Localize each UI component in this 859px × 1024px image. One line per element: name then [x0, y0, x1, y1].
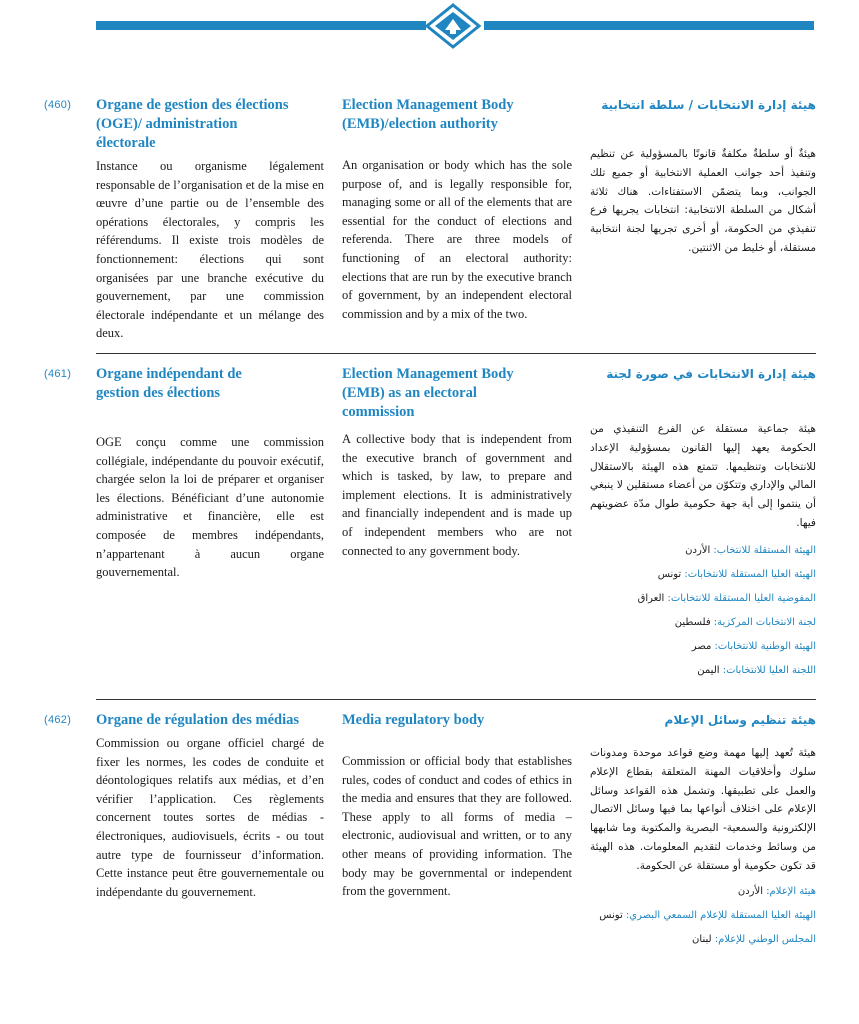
- list-item: الهيئة الوطنية للانتخابات: مصر: [691, 640, 816, 652]
- english-definition: Commission or official body that establishes rules, codes of conduct and codes of ethics in the media and ensures that they are followed. These apply to all forms of media – electronic, audiovisual and written, or to any other means of providing information. The body may be governmental or independent from the government.: [342, 754, 572, 899]
- arabic-examples-list: [590, 539, 816, 683]
- english-column: [342, 365, 572, 560]
- list-item: المجلس الوطني للإعلام: لبنان: [692, 933, 816, 945]
- arabic-definition: هيئة جماعية مستقلة عن الفرع التنفيذي من الحكومة يعهد إليها القانون بمسؤولية الإعداد للانتخابات وتنظيمها. تتمتع هذه الهيئة بالاستقلال المالي والإداري وتتكوّن من أعضاء مستقلين لا ينبغي أن ينتموا إلى أية جهة حكومية طوال مدّة عضويتهم فيها.: [590, 423, 816, 529]
- french-column: [96, 711, 324, 901]
- emblem-icon: [423, 3, 483, 49]
- arabic-heading: هيئة تنظيم وسائل الإعلام: [664, 713, 816, 727]
- header-bar-right: [484, 21, 814, 30]
- list-item: الهيئة المستقلة للانتخاب: الأردن: [685, 544, 816, 556]
- list-item: هيئة الإعلام: الأردن: [737, 885, 816, 897]
- list-item: المفوضية العليا المستقلة للانتخابات: العراق: [637, 592, 816, 604]
- arabic-heading: هيئة إدارة الانتخابات في صورة لجنة: [606, 367, 816, 381]
- list-item: اللجنة العليا للانتخابات: اليمن: [697, 664, 816, 676]
- english-heading: Media regulatory body: [342, 712, 485, 728]
- arabic-column: [590, 96, 816, 258]
- list-item: الهيئة العليا المستقلة للإعلام السمعي البصري: تونس: [599, 909, 816, 921]
- arabic-examples-list: [590, 880, 816, 952]
- entry-number: (460): [44, 99, 72, 111]
- section-divider: [96, 699, 816, 700]
- english-heading: Election Management Body (EMB) as an electoral commission: [342, 366, 514, 420]
- entry-462: [0, 711, 859, 1021]
- header-bar-left: [96, 21, 426, 30]
- french-definition: Instance ou organisme légalement responsable de l’organisation et de la mise en œuvre d’une partie ou de l’ensemble des opérations électorales, y compris les référendums. Il existe trois modèles de fonctionnement: élections qui sont organisées par une branche exécutive du gouvernement, par une commission électorale indépendante et un mélange des deux.: [96, 159, 324, 341]
- list-item: لجنة الانتخابات المركزية: فلسطين: [674, 616, 816, 628]
- french-definition: OGE conçu comme une commission collégiale, indépendante du pouvoir exécutif, chargée selon la loi de préparer et organiser les élections. Bénéficiant d’une autonomie administrative et financière, elle est composée de membres indépendants, n’appartenant à aucun organe gouvernemental.: [96, 435, 324, 580]
- french-heading: Organe de régulation des médias: [96, 712, 299, 728]
- english-column: [342, 96, 572, 323]
- french-heading: Organe de gestion des élections (OGE)/ administration électorale: [96, 97, 289, 151]
- entry-number: (461): [44, 368, 72, 380]
- arabic-column: [590, 365, 816, 683]
- english-definition: An organisation or body which has the sole purpose of, and is legally responsible for, managing some or all of the elements that are essential for the conduct of elections and referenda. There are three models of functioning of an electoral authority: elections that are run by the executive branch of government, by an independent electoral commission and by a mix of the two.: [342, 158, 572, 321]
- entry-460: [0, 96, 859, 351]
- french-definition: Commission ou organe officiel chargé de fixer les normes, les codes de conduite et déontologiques relatifs aux médias, et d’en vérifier l’application. Ces règlements concernent toutes sortes de médias - électroniques, audiovisuels, écrits - ou tout autre type de fournisseur d’information. Cette instance peut être gouvernementale ou indépendante du gouvernement.: [96, 736, 324, 899]
- english-definition: A collective body that is independent from the executive branch of government and which is tasked, by law, to prepare and implement elections. It is administratively and financially independent and is made up of independent members who are not connected to any government body.: [342, 432, 572, 558]
- french-column: [96, 365, 324, 582]
- arabic-definition: هيئة تُعهد إليها مهمة وضع قواعد موحدة ومدونات سلوك وأخلاقيات المهنة المتعلقة بقطاع الإعلام والعمل على تطبيقها. وتشمل هذه القواعد وسائل الإعلام على اختلاف أنواعها بما فيها وسائل الاتصال الإلكترونية والسمعية- البصرية والمكتوبة وما شابهها من وسائط وخدمات لتقديم المعلومات. هذه الهيئة قد تكون حكومية أو مستقلة عن الحكومة.: [590, 747, 816, 872]
- arabic-definition: هيئةٌ أو سلطةٌ مكلفةٌ قانونًا بالمسؤولية عن تنظيم وتنفيذ أحد جوانب العملية الانتخابية أو جميع تلك الجوانب، وبما يتضمّن الاستفتاءات. هناك ثلاثة أشكال من السلطة الانتخابية: انتخابات يجريها فرع تنفيذي من الحكومة، أو أخرى تجريها لجنة انتخابية مستقلة، أو خليط من الاثنتين.: [590, 148, 816, 254]
- french-heading: Organe indépendant de gestion des élections: [96, 366, 242, 401]
- english-heading: Election Management Body (EMB)/election authority: [342, 97, 514, 132]
- english-column: [342, 711, 572, 901]
- list-item: الهيئة العليا المستقلة للانتخابات: تونس: [657, 568, 816, 580]
- section-divider: [96, 353, 816, 354]
- arabic-heading: هيئة إدارة الانتخابات / سلطة انتخابية: [601, 98, 816, 112]
- entry-461: [0, 365, 859, 695]
- arabic-column: [590, 711, 816, 952]
- entry-number: (462): [44, 714, 72, 726]
- french-column: [96, 96, 324, 343]
